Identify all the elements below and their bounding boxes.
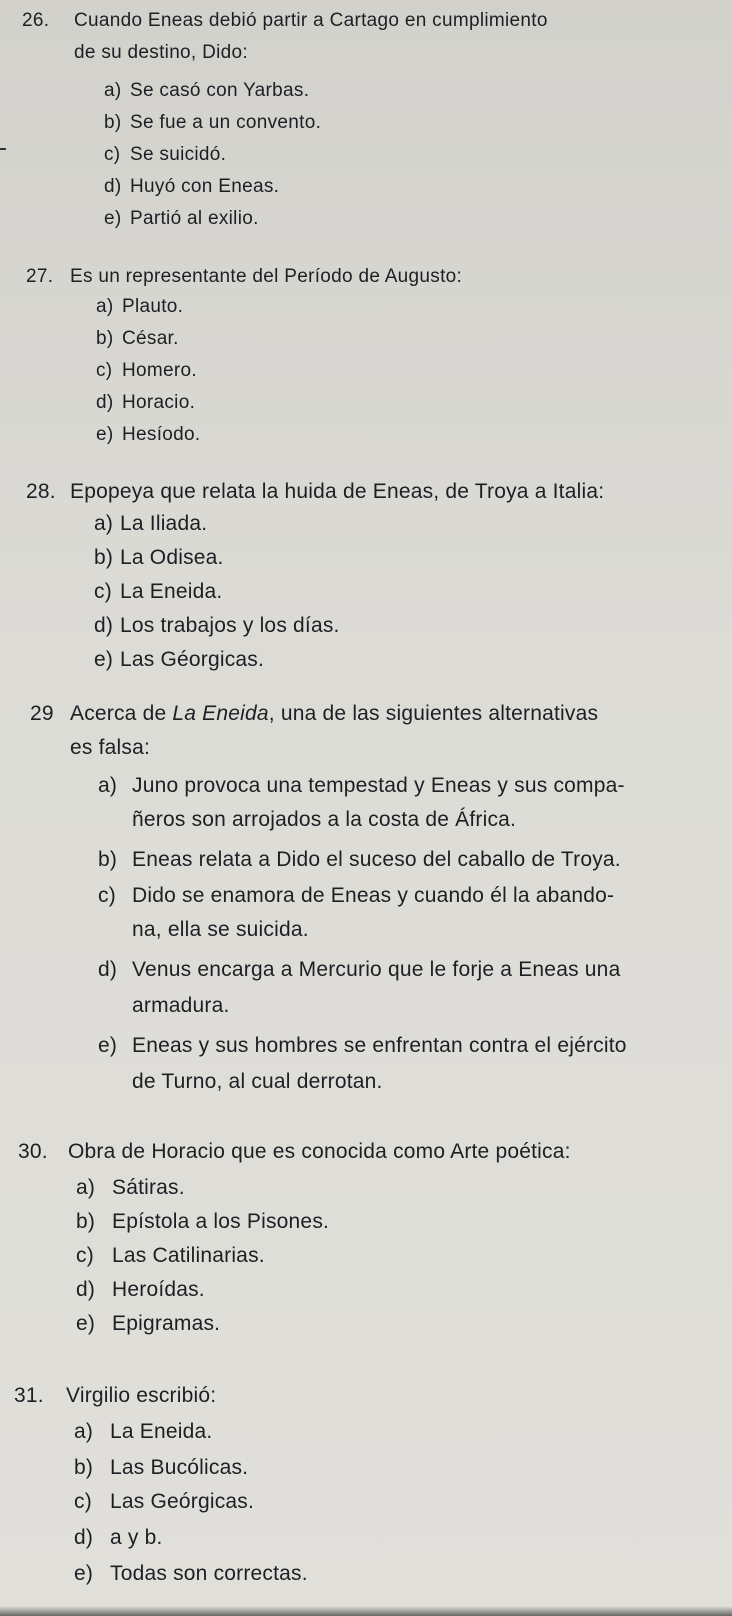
question-stem: [14, 1384, 216, 1408]
question-stem: [26, 480, 604, 504]
option-c: c) Las Geórgicas.: [74, 1490, 255, 1513]
option-a: a) La Iliada.: [94, 512, 208, 535]
question-text-continued: de su destino, Dido:: [74, 42, 248, 63]
page-edge-shadow: [0, 1606, 732, 1616]
option-e-continued: de Turno, al cual derrotan.: [132, 1070, 383, 1093]
option-c: c) Dido se enamora de Eneas y cuando él la abando-: [98, 884, 615, 907]
question-text: Virgilio escribió:: [66, 1384, 217, 1407]
option-e: e) Todas son correctas.: [74, 1562, 308, 1585]
option-a-continued: ñeros son arrojados a la costa de África.: [132, 808, 517, 831]
option-c-continued: na, ella se suicida.: [132, 918, 309, 941]
option-a: a) Sátiras.: [76, 1176, 185, 1199]
option-a: a) Juno provoca una tempestad y Eneas y sus compa-: [98, 774, 625, 797]
option-b: b) Eneas relata a Dido el suceso del caballo de Troya.: [98, 848, 621, 871]
option-a: a) Se casó con Yarbas.: [104, 80, 310, 101]
option-c: c) Homero.: [96, 360, 197, 381]
question-number: 31.: [14, 1384, 44, 1407]
question-text: Es un representante del Período de Augusto:: [70, 266, 463, 287]
question-number: 30.: [18, 1140, 48, 1163]
option-e: e) Eneas y sus hombres se enfrentan contra el ejército: [98, 1034, 627, 1057]
work-title: La Eneida: [172, 702, 269, 725]
question-stem: [18, 1140, 571, 1164]
question-number: 26.: [22, 10, 50, 31]
option-e: e) Epigramas.: [76, 1312, 221, 1335]
option-d: d) Horacio.: [96, 392, 196, 413]
question-text-continued: es falsa:: [70, 736, 151, 759]
option-e: e) Hesíodo.: [96, 424, 201, 445]
option-a: a) Plauto.: [96, 296, 184, 317]
question-number: 27.: [26, 266, 54, 287]
option-b: b) La Odisea.: [94, 546, 224, 569]
question-stem: [26, 266, 462, 288]
option-b: b) Se fue a un convento.: [104, 112, 322, 133]
question-number: 29: [30, 702, 54, 725]
option-c: c) Se suicidó.: [104, 144, 227, 165]
option-b: b) Las Bucólicas.: [74, 1456, 249, 1479]
option-d: d) Heroídas.: [76, 1278, 205, 1301]
option-e: e) Las Géorgicas.: [94, 648, 265, 671]
option-b: b) César.: [96, 328, 179, 349]
question-number: 28.: [26, 480, 56, 503]
option-d: d) Venus encarga a Mercurio que le forje a Eneas una: [98, 958, 621, 981]
question-stem: 29 Acerca de La Eneida, una de las siguientes alternativas: [30, 702, 599, 725]
option-d: d) Los trabajos y los días.: [94, 614, 340, 637]
option-e: e) Partió al exilio.: [104, 208, 259, 229]
question-text: Epopeya que relata la huida de Eneas, de Troya a Italia:: [70, 480, 605, 503]
margin-mark: [0, 148, 6, 150]
option-a: a) La Eneida.: [74, 1420, 213, 1443]
option-c: c) La Eneida.: [94, 580, 223, 603]
option-d: d) Huyó con Eneas.: [104, 176, 280, 197]
option-b: b) Epístola a los Pisones.: [76, 1210, 330, 1233]
option-c: c) Las Catilinarias.: [76, 1244, 265, 1267]
question-text: Obra de Horacio que es conocida como Arte poética:: [68, 1140, 571, 1163]
option-d: d) a y b.: [74, 1526, 163, 1549]
option-d-continued: armadura.: [132, 994, 230, 1017]
question-text: Cuando Eneas debió partir a Cartago en cumplimiento: [74, 10, 548, 31]
question-stem: [22, 10, 548, 32]
